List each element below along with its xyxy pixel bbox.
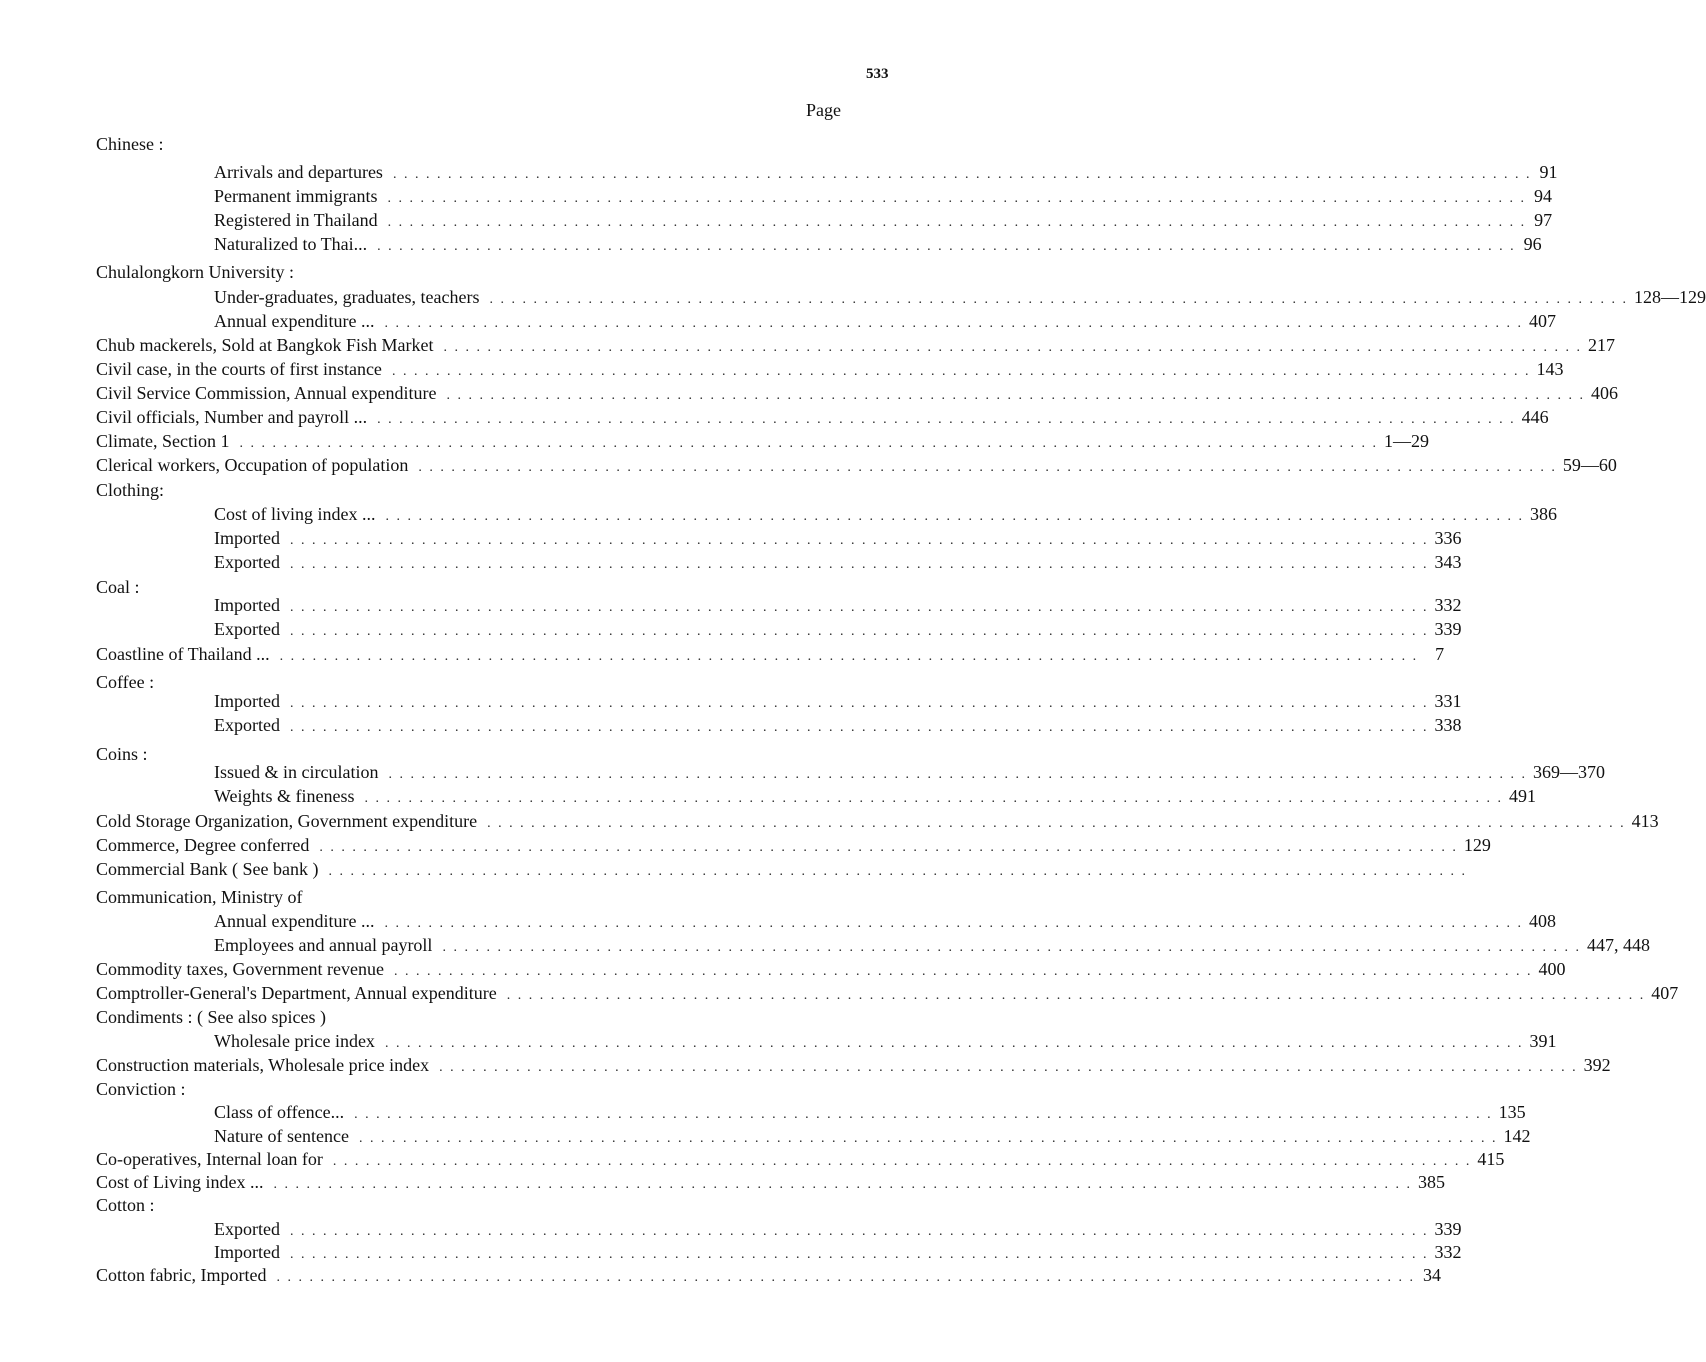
entry-label: Cold Storage Organization, Government expenditure: [96, 811, 478, 831]
entry-page-ref: 332: [1434, 595, 1462, 615]
entry-label: Wholesale price index: [214, 1031, 375, 1051]
entry-page-ref: 97: [1534, 210, 1553, 230]
index-entry: [96, 357, 1564, 381]
entry-page-ref: 392: [1583, 1055, 1611, 1075]
entry-page-ref: 143: [1536, 359, 1564, 379]
index-subentry: [214, 160, 1558, 184]
entry-label: Employees and annual payroll: [214, 935, 433, 955]
entry-page-ref: 406: [1590, 383, 1618, 403]
dot-leader: . . . . . . . . . . . . . . . . . . . . . . . . . . . . . . . . . . . . . . . . . . . . . . . . . . . . . . . . . . . . . . . . . . . . . . . . . . . . . . . . . . . . . . . . . . . . . . . . . . . . . . . .: [377, 239, 1516, 254]
index-entry: [96, 1005, 326, 1029]
entry-page-ref: 391: [1529, 1031, 1557, 1051]
entry-label: Coal :: [96, 577, 140, 597]
entry-page-ref: 129: [1463, 835, 1491, 855]
index-entry: [96, 1147, 1505, 1171]
entry-page-ref: 142: [1503, 1126, 1531, 1146]
entry-label: Cost of living index ...: [214, 504, 376, 524]
entry-label: Commodity taxes, Government revenue: [96, 959, 384, 979]
entry-page-ref: 1—29: [1383, 431, 1429, 451]
dot-leader: . . . . . . . . . . . . . . . . . . . . . . . . . . . . . . . . . . . . . . . . . . . . . . . . . . . . . . . . . . . . . . . . . . . . . . . . . . . . . . . . . . . . . . . . . . . . . . . . . . . . . . . .: [289, 624, 1429, 639]
entry-page-ref: 385: [1418, 1172, 1445, 1192]
index-entry: [96, 333, 1615, 357]
dot-leader: . . . . . . . . . . . . . . . . . . . . . . . . . . . . . . . . . . . . . . . . . . . . . . . . . . . . . . . . . . . . . . . . . . . . . . . . . . . . . . . . . . . . . . . . . . . . . . . . . . . . . . . .: [328, 864, 1467, 879]
entry-label: Commercial Bank ( See bank ): [96, 859, 319, 879]
index-entry: [96, 742, 148, 766]
index-subentry: [214, 232, 1542, 256]
entry-page-ref: 400: [1538, 959, 1566, 979]
index-entry: [96, 405, 1549, 429]
entry-label: Chub mackerels, Sold at Bangkok Fish Market: [96, 335, 434, 355]
page-column-heading: Page: [806, 100, 841, 120]
entry-page-ref: 336: [1434, 528, 1462, 548]
dot-leader: . . . . . . . . . . . . . . . . . . . . . . . . . . . . . . . . . . . . . . . . . . . . . . . . . . . . . . . . . . . . . . . . . . . . . . . . . . . . . . . . . . . . . . . . . . . . . . . . . . . . . . . .: [393, 964, 1533, 979]
index-entry: [96, 833, 1491, 857]
entry-page-ref: 339: [1434, 619, 1462, 639]
entry-label: Clothing:: [96, 480, 165, 500]
dot-leader: . . . . . . . . . . . . . . . . . . . . . . . . . . . . . . . . . . . . . . . . . . . . . . . . . . . . . . . . . . . . . . . . . . . . . . . . . . . . . . . . . . . . . . . . . . . . . . . . . . . . . . . .: [276, 1270, 1415, 1285]
index-entry: [96, 642, 1445, 666]
entry-label: Coins :: [96, 744, 148, 764]
dot-leader: . . . . . . . . . . . . . . . . . . . . . . . . . . . . . . . . . . . . . . . . . . . . . . . . . . . . . . . . . . . . . . . . . . . . . . . . . . . . . . . . . . . . . . . . . . . . . . . . . . . . . . . .: [289, 696, 1429, 711]
index-entry: [96, 1263, 1441, 1287]
entry-label: Nature of sentence: [214, 1126, 349, 1146]
dot-leader: . . . . . . . . . . . . . . . . . . . . . . . . . . . . . . . . . . . . . . . . . . . . . . . . . . . . . . . . . . . . . . . . . . . . . . . . . . . . . . . . . . . . . . . . . . . . . . . . . . . . . . . .: [446, 388, 1585, 403]
entry-page-ref: 369—370: [1532, 762, 1605, 782]
entry-label: Communication, Ministry of: [96, 887, 303, 907]
index-subentry: [214, 1217, 1462, 1241]
index-entry: [96, 381, 1618, 405]
index-subentry: [214, 526, 1462, 550]
dot-leader: . . . . . . . . . . . . . . . . . . . . . . . . . . . . . . . . . . . . . . . . . . . . . . . . . . . . . . . . . . . . . . . . . . . . . . . . . . . . . . . . . . . . . . . . . . . . . . . . . . . . . . . .: [289, 557, 1429, 572]
index-subentry: [214, 1124, 1531, 1148]
entry-page-ref: 343: [1434, 552, 1462, 572]
entry-page-ref: 408: [1528, 911, 1556, 931]
dot-leader: . . . . . . . . . . . . . . . . . . . . . . . . . . . . . . . . . . . . . . . . . . . . . . . . . . . . . . . . . . . . . . . . . . . . . . . . . . . . . . . . . . . . . . . . . . . . . . . . . . . . . . . .: [358, 1131, 1498, 1146]
entry-page-ref: 96: [1523, 234, 1542, 254]
dot-leader: . . . . . . . . . . . . . . . . . . . . . . . . . . . . . . . . . . . . . . . . . . . . . . . . . . . . . . . . . . . . . . . . . . . . . . . . . . . . . . . . . . . . . . . . . . . . . . . . . . . . . . . .: [289, 600, 1429, 615]
dot-leader: . . . . . . . . . . . . . . . . . . . . . . . . . . . . . . . . . . . . . . . . . . . . . . . . . . . . . . . . . . . . . . . . . . . . . . . . . . . . . . . . . . . . . . . . . . . . . . . . . . . . . . . .: [377, 412, 1516, 427]
dot-leader: . . . . . . . . . . . . . . . . . . . . . . . . . . . . . . . . . . . . . . . . . . . . . . . . . . . . . . . . . . . . . . . . . . . . . . . . . . . . . . . . . . . . . . . . . . . . . . . . . . . . . . . .: [289, 1247, 1429, 1262]
index-entry: [96, 1053, 1611, 1077]
entry-page-ref: 491: [1509, 786, 1537, 806]
index-subentry: [214, 502, 1557, 526]
index-entry: [96, 809, 1659, 833]
index-subentry: [214, 208, 1553, 232]
dot-leader: . . . . . . . . . . . . . . . . . . . . . . . . . . . . . . . . . . . . . . . . . . . . . . . . . . . . . . . . . . . . . . . . . . . . . . . . . . . . . . . . . . . . . . . . . . . . . . . . . . . . . . . .: [289, 533, 1429, 548]
entry-label: Climate, Section 1: [96, 431, 230, 451]
entry-label: Weights & fineness: [214, 786, 355, 806]
dot-leader: . . . . . . . . . . . . . . . . . . . . . . . . . . . . . . . . . . . . . . . . . . . . . . . . . . . . . . . . . . . . . . . . . . . . . . . . . . . . . . . . . . . . . . . . . . . . . . . . . . . . . . . .: [354, 1107, 1493, 1122]
entry-label: Issued & in circulation: [214, 762, 379, 782]
dot-leader: . . . . . . . . . . . . . . . . . . . . . . . . . . . . . . . . . . . . . . . . . . . . . . . . . . . . . . . . . . . . . . . . . . . . . . . . . . . . . . . . . . . . . . . . . . . . . . . . . . . . . . . .: [364, 791, 1504, 806]
dot-leader: . . . . . . . . . . . . . . . . . . . . . . . . . . . . . . . . . . . . . . . . . . . . . . . . . . . . . . . . . . . . . . . . . . . . . . . . . . . . . . . . . . . . . . . . . . . . . . . . . . . . . . . .: [332, 1154, 1472, 1169]
index-subentry: [214, 909, 1556, 933]
entry-label: Under-graduates, graduates, teachers: [214, 287, 480, 307]
dot-leader: . . . . . . . . . . . . . . . . . . . . . . . . . . . . . . . . . . . . . . . . . . . . . . . . . . . . . . . . . . . . . . . . . . . . . . . . . . . . . . . . . . . . . . . . . . . . . . . . . . . . . . . .: [319, 840, 1458, 855]
entry-page-ref: 386: [1530, 504, 1557, 524]
index-subentry: [214, 617, 1462, 641]
dot-leader: . . . . . . . . . . . . . . . . . . . . . . . . . . . . . . . . . . . . . . . . . . . . . . . . . . . . . . . . . . . . . . . . . . . . . . . . . . . . . . . . . . . . . . . . . . . . . . . . . . . . . . . .: [289, 1224, 1429, 1239]
dot-leader: . . . . . . . . . . . . . . . . . . . . . . . . . . . . . . . . . . . . . . . . . . . . . . . . . . . . . . . . . . . . . . . . . . . . . . . . . . . . . . . . . . . . . . . . . . . . . . . . . . . . . . . .: [273, 1177, 1412, 1192]
dot-leader: . . . . . . . . . . . . . . . . . . . . . . . . . . . . . . . . . . . . . . . . . . . . . . . . . . . . . . . . . . . . . . . . . . . . . . . . . . . . . . . . . . . . . . . . . . . . . . . . . . . . . . . .: [443, 340, 1582, 355]
entry-label: Naturalized to Thai...: [214, 234, 368, 254]
index-subentry: [214, 1240, 1462, 1264]
dot-leader: . . . . . . . . . . . . . . . . . . . . . . . . . . . . . . . . . . . . . . . . . . . . . . . . . . . . . . . . . . . . . . . . . . . . . . . . . . . . . . . . . . . . . . . . . . . . . . . . . . . . . . . .: [388, 767, 1527, 782]
entry-label: Imported: [214, 691, 280, 711]
dot-leader: . . . . . . . . . . . . . . . . . . . . . . . . . . . . . . . . . . . . . . . . . . . . . . . . . . . . . . . . . . . . . . . . . . . . . . . . . . . . . . . . . . . . . . . . . . . . . . . . . . . . . . . .: [506, 988, 1646, 1003]
dot-leader: . . . . . . . . . . . . . . . . . . . . . . . . . . . . . . . . . . . . . . . . . . . . . . . . . . . . . . . . . . . . . . . . . . . . . . . . . . . . . . . . . . . . . . . . . . . . . . . . . . . . . . . .: [442, 940, 1581, 955]
entry-page-ref: 447, 448: [1586, 935, 1650, 955]
index-subentry: [214, 550, 1462, 574]
index-subentry: [214, 593, 1462, 617]
dot-leader: . . . . . . . . . . . . . . . . . . . . . . . . . . . . . . . . . . . . . . . . . . . . . . . . . . . . . . . . . . . . . . . . . . . . . . . . . . . . . . . . . . . . . . . . . . . . . . . . . . . . . . . .: [384, 316, 1523, 331]
entry-page-ref: 91: [1539, 162, 1558, 182]
entry-label: Commerce, Degree conferred: [96, 835, 310, 855]
dot-leader: . . . . . . . . . . . . . . . . . . . . . . . . . . . . . . . . . . . . . . . . . . . . . . . . . . . . . . . . . . . . . . . . . . . . . . . . . . . . . . . . . . . . . . . . . . . . . . . . . . . . . . . .: [384, 1036, 1524, 1051]
entry-label: Cotton fabric, Imported: [96, 1265, 267, 1285]
index-subentry: [214, 1100, 1526, 1124]
entry-page-ref: 332: [1434, 1242, 1462, 1262]
dot-leader: . . . . . . . . . . . . . . . . . . . . . . . . . . . . . . . . . . . . . . . . . . . . . . . . . . . . . . . . . . . . . . . . . . . . . . . . . . . . . . . . . . . . . . . . . . . . . . . . . . . . . . . .: [391, 364, 1531, 379]
entry-label: Comptroller-General's Department, Annual expenditure: [96, 983, 497, 1003]
index-subentry: [214, 285, 1706, 309]
entry-label: Civil case, in the courts of first instance: [96, 359, 382, 379]
index-subentry: [214, 184, 1552, 208]
entry-label: Exported: [214, 619, 280, 639]
index-entry: [96, 981, 1679, 1005]
index-entry: [96, 857, 1473, 881]
dot-leader: . . . . . . . . . . . . . . . . . . . . . . . . . . . . . . . . . . . . . . . . . . . . . . . . . . . . . . . . . . . . . . . . . . . . . . . . . . . . . . . . . . . . . . . . . . . . . . . . . . . . . . . .: [387, 215, 1527, 230]
index-entry: [96, 260, 294, 284]
index-subentry: [214, 309, 1556, 333]
index-subentry: [214, 784, 1537, 808]
entry-page-ref: 34: [1422, 1265, 1441, 1285]
dot-leader: . . . . . . . . . . . . . . . . . . . . . . . . . . . . . . . . . . . . . . . . . . . . . . . . . . . . . . . . . . . . . . . . . . . . . . . . . . . . . . . . . . . . . . . . . . . . . . . . . . . . . . . .: [289, 720, 1429, 735]
entry-label: Chulalongkorn University :: [96, 262, 294, 282]
entry-label: Imported: [214, 528, 280, 548]
index-subentry: [214, 689, 1462, 713]
entry-page-ref: 331: [1434, 691, 1462, 711]
entry-label: Imported: [214, 595, 280, 615]
entry-label: Permanent immigrants: [214, 186, 378, 206]
entry-label: Civil officials, Number and payroll ...: [96, 407, 368, 427]
page-number: 533: [866, 66, 889, 82]
entry-page-ref: 128—129: [1634, 287, 1706, 307]
entry-label: Coastline of Thailand ...: [96, 644, 270, 664]
dot-leader: . . . . . . . . . . . . . . . . . . . . . . . . . . . . . . . . . . . . . . . . . . . . . . . . . . . . . . . . . . . . . . . . . . . . . . . . . . . . . . . . . . . . . . . . . . . . . . . . . . . . . . . .: [489, 292, 1629, 307]
dot-leader: . . . . . . . . . . . . . . . . . . . . . . . . . . . . . . . . . . . . . . . . . . . . . . . . . . . . . . . . . . . . . . . . . . . . . . . . . . . . . . . . . . . . . . . . . . . . . . . . . . . . . . . .: [279, 649, 1419, 664]
index-subentry: [214, 1029, 1557, 1053]
entry-page-ref: 94: [1533, 186, 1552, 206]
index-entry: [96, 132, 164, 156]
index-entry: [96, 453, 1617, 477]
index-entry: [96, 478, 164, 502]
index-subentry: [214, 713, 1462, 737]
index-entry: [96, 1077, 186, 1101]
entry-page-ref: 407: [1528, 311, 1556, 331]
index-entry: [96, 957, 1566, 981]
entry-label: Exported: [214, 552, 280, 572]
entry-label: Condiments : ( See also spices ): [96, 1007, 326, 1027]
dot-leader: . . . . . . . . . . . . . . . . . . . . . . . . . . . . . . . . . . . . . . . . . . . . . . . . . . . . . . . . . . . . . . . . . . . . . . . . . . . . . . . . . . . . . . . . . . . . . . . . . . . . . . . .: [385, 509, 1524, 524]
entry-page-ref: 339: [1434, 1219, 1462, 1239]
index-subentry: [214, 933, 1650, 957]
index-subentry: [214, 760, 1605, 784]
entry-label: Exported: [214, 1219, 280, 1239]
entry-label: Civil Service Commission, Annual expenditure: [96, 383, 437, 403]
entry-label: Imported: [214, 1242, 280, 1262]
dot-leader: . . . . . . . . . . . . . . . . . . . . . . . . . . . . . . . . . . . . . . . . . . . . . . . . . . . . . . . . . . . . . . . . . . . . . . . . . . . . . . . . . . . . . . . . . . . . . . . . . . . . . . . .: [392, 167, 1532, 182]
entry-page-ref: 407: [1651, 983, 1679, 1003]
index-entry: [96, 429, 1429, 453]
entry-label: Arrivals and departures: [214, 162, 383, 182]
entry-label: Registered in Thailand: [214, 210, 378, 230]
entry-page-ref: 446: [1521, 407, 1549, 427]
entry-label: Co-operatives, Internal loan for: [96, 1149, 323, 1169]
entry-label: Class of offence...: [214, 1102, 345, 1122]
entry-page-ref: 59—60: [1562, 455, 1617, 475]
entry-label: Annual expenditure ...: [214, 311, 375, 331]
entry-label: Chinese :: [96, 134, 164, 154]
index-entry: [96, 885, 303, 909]
entry-label: Construction materials, Wholesale price index: [96, 1055, 430, 1075]
entry-label: Coffee :: [96, 672, 155, 692]
index-entry: [96, 575, 140, 599]
entry-page-ref: 415: [1477, 1149, 1505, 1169]
entry-page-ref: 217: [1587, 335, 1615, 355]
entry-page-ref: 338: [1434, 715, 1462, 735]
entry-label: Cost of Living index ...: [96, 1172, 264, 1192]
entry-page-ref: 135: [1498, 1102, 1526, 1122]
dot-leader: . . . . . . . . . . . . . . . . . . . . . . . . . . . . . . . . . . . . . . . . . . . . . . . . . . . . . . . . . . . . . . . . . . . . . . . . . . . . . . . . . . . . . . . . . . . . . . . . . . . . . . . .: [239, 436, 1378, 451]
index-entry: [96, 1170, 1445, 1194]
dot-leader: . . . . . . . . . . . . . . . . . . . . . . . . . . . . . . . . . . . . . . . . . . . . . . . . . . . . . . . . . . . . . . . . . . . . . . . . . . . . . . . . . . . . . . . . . . . . . . . . . . . . . . . .: [487, 816, 1626, 831]
index-entry: [96, 1193, 155, 1217]
entry-label: Exported: [214, 715, 280, 735]
entry-page-ref: 7: [1435, 644, 1445, 664]
index-entry: [96, 670, 154, 694]
entry-label: Cotton :: [96, 1195, 155, 1215]
entry-label: Annual expenditure ...: [214, 911, 375, 931]
entry-label: Clerical workers, Occupation of population: [96, 455, 409, 475]
dot-leader: . . . . . . . . . . . . . . . . . . . . . . . . . . . . . . . . . . . . . . . . . . . . . . . . . . . . . . . . . . . . . . . . . . . . . . . . . . . . . . . . . . . . . . . . . . . . . . . . . . . . . . . .: [418, 460, 1557, 475]
entry-label: Conviction :: [96, 1079, 186, 1099]
dot-leader: . . . . . . . . . . . . . . . . . . . . . . . . . . . . . . . . . . . . . . . . . . . . . . . . . . . . . . . . . . . . . . . . . . . . . . . . . . . . . . . . . . . . . . . . . . . . . . . . . . . . . . . .: [439, 1060, 1578, 1075]
dot-leader: . . . . . . . . . . . . . . . . . . . . . . . . . . . . . . . . . . . . . . . . . . . . . . . . . . . . . . . . . . . . . . . . . . . . . . . . . . . . . . . . . . . . . . . . . . . . . . . . . . . . . . . .: [384, 916, 1523, 931]
entry-page-ref: 413: [1631, 811, 1659, 831]
dot-leader: . . . . . . . . . . . . . . . . . . . . . . . . . . . . . . . . . . . . . . . . . . . . . . . . . . . . . . . . . . . . . . . . . . . . . . . . . . . . . . . . . . . . . . . . . . . . . . . . . . . . . . . .: [387, 191, 1526, 206]
